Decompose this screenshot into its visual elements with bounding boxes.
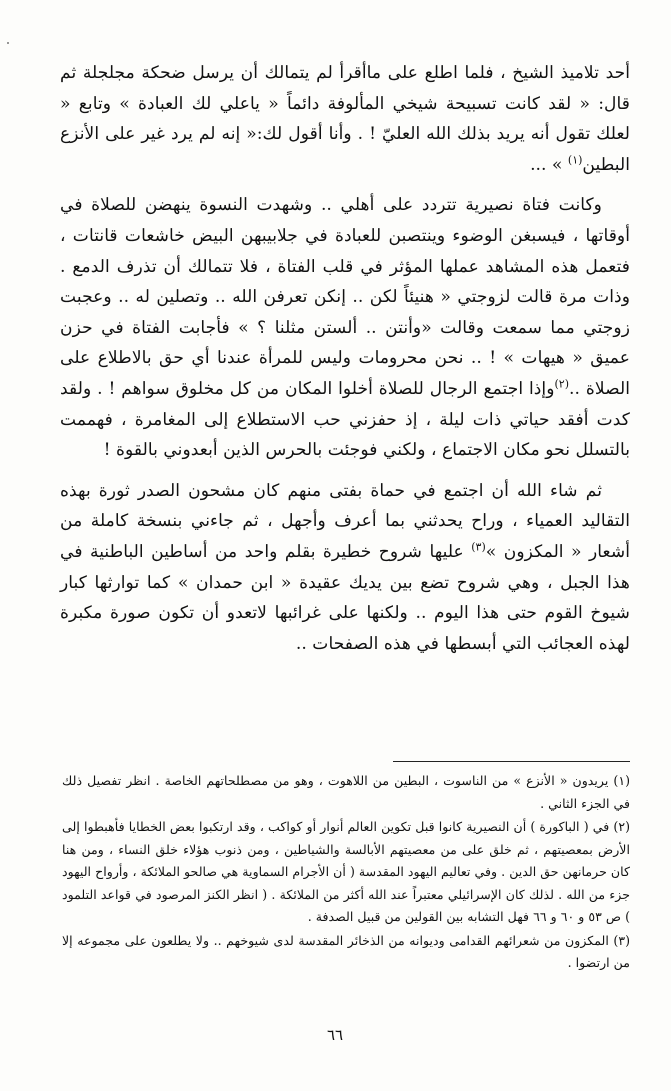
paragraph-1 [60,58,630,180]
paragraph-1-text-a: أحد تلاميذ الشيخ ، فلما اطلع على ماأقرأ لم يتمالك أن يرسل ضحكة مجلجلة ثم قال: « لقد كانت تسبيحة شيخي المألوفة دائماً « ياعلي لك العبادة » وتابع « لعلك تقول أنه يريد بذلك الله العليّ ! . وأنا أقول لك:« إنه لم يرد غير على الأنزع البطين [60,63,630,175]
paragraph-3-text-b: عليها شروح خطيرة بقلم واحد من أساطين الباطنية في هذا الجبل ، وهي شروح تضع بين يديك عقيدة « ابن حمدان » كما توارثها كبار شيوخ القوم حتى هذا اليوم .. ولكنها على غرائبها لاتعدو أن تكون صورة مكبرة لهذه العجائب التي أبسطها في هذه الصفحات .. [60,541,630,654]
footnote-2: (٢) في ( الباكورة ) أن النصيرية كانوا قبل تكوين العالم أنوار أو كواكب ، وقد ارتكبوا بعض الخطايا فأهبطوا إلى الأرض بمعصيتهم ، ثم خلق على من معصيتهم الأبالسة والشياطين ، ومن ذنوب هؤلاء خلق النساء ، ومن هنا كان حرمانهن حق الدين . وفي تعاليم اليهود المقدسة ( أن الأجرام السماوية هي صالحو الملائكة ، وأرواح اليهود جزء من الله . لذلك كان الإسرائيلي معتبراً عند الله أكثر من الملائكة . ( انظر الكنز المرصود في قواعد التلمود ) ص ٥٣ و ٦٠ و ٦٦ فهل التشابه بين القولين من قبيل الصدفة . [62,819,630,924]
scan-speck [7,42,9,44]
footnote-ref-1: (١) [567,153,583,167]
paragraph-1-text-b: » ... [530,154,563,175]
paragraph-2-text-b: وإذا اجتمع الرجال للصلاة أخلوا المكان من كل مخلوق سواهم ! . ولقد كدت أفقد حياتي ذات ليلة ، إذ حفزني حب الاستطلاع إلى المغامرة ، فهممت بالتسلل نحو مكان الاجتماع ، ولكني فوجئت بالحرس الذين أبعدوني بالقوة ! [60,378,630,461]
paragraph-2 [60,190,630,465]
footnote-divider [393,761,630,762]
footnote-ref-2: (٢) [554,377,570,391]
footnote-1: (١) يريدون « الأنزع » من الناسوت ، البطين من اللاهوت ، وهو من مصطلحاتهم الخاصة . انظر تفصيل ذلك في الجزء الثاني . [62,773,630,811]
main-text [60,58,630,659]
footnote-3: (٣) المكزون من شعرائهم القدامى وديوانه من الذخائر المقدسة لدى شيوخهم .. ولا يطلعون على مجموعه إلا من ارتضوا . [62,932,630,970]
paragraph-3 [60,476,630,660]
footnote-ref-3: (٣) [471,540,486,554]
paragraph-3-text-a: ثم شاء الله أن اجتمع في حماة بفتى منهم كان مشحون الصدر ثورة بهذه التقاليد العمياء ، وراح يحدثني بما أعرف وأجهل ، ثم جاءني بنسخة كاملة من أشعار « المكزون » [60,480,630,562]
footnotes [62,770,630,976]
page-number: ٦٦ [326,1026,344,1044]
paragraph-2-text-a: وكانت فتاة نصيرية تتردد على أهلي .. وشهدت النسوة ينهضن للصلاة في أوقاتها ، فيسبغن الوضوء وينتصبن للعبادة في جلابيبهن البيض خاشعات قانتات ، فتعمل هذه المشاهد عملها المؤثر في قلب الفتاة ، فلا تتمالك أن تذرف الدمع . وذات مرة قالت لزوجتي « هنيئاً لكن .. إنكن تعرفن الله .. وتصلين له .. وعجبت زوجتي مما سمعت وقالت «وأنتن .. ألستن مثلنا ؟ » فأجابت الفتاة في حزن عميق « هيهات » ! .. نحن محرومات وليس للمرأة عندنا أي حق بالاطلاع على الصلاة .. [60,195,630,399]
